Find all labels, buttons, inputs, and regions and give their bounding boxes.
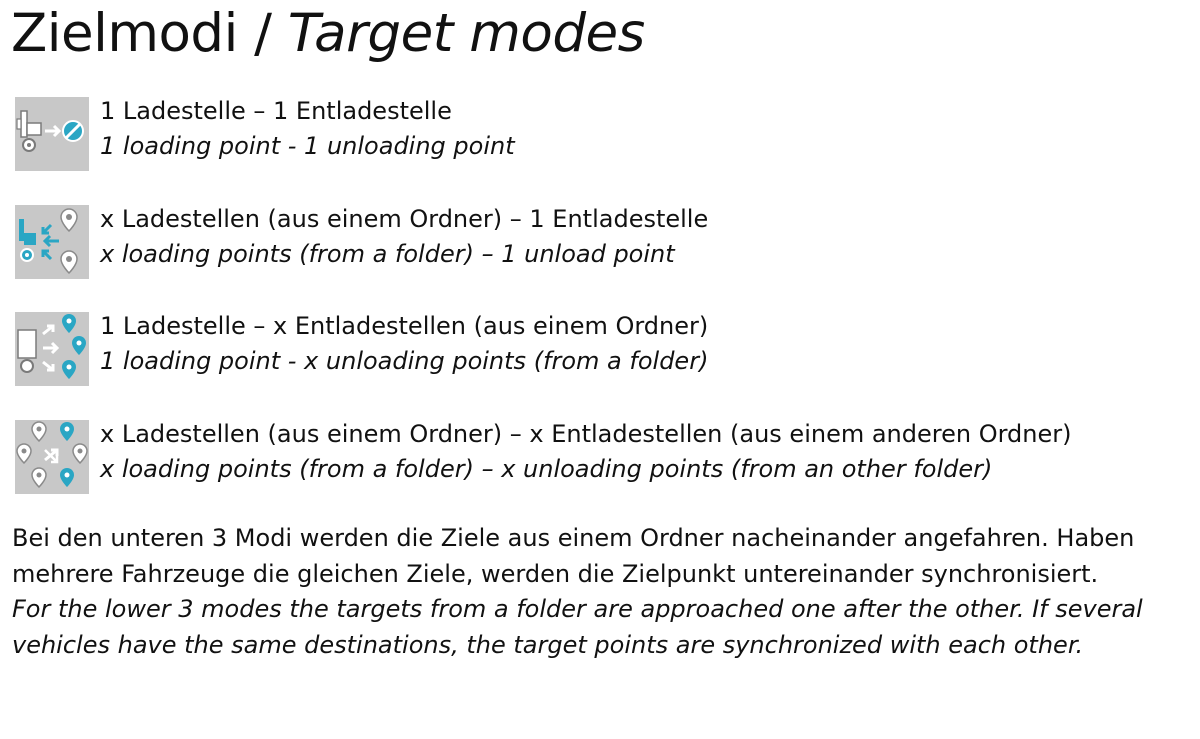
mode-item (15, 97, 1195, 175)
note-en: For the lower 3 modes the targets from a folder are approached one after the other. If several vehicles have the same destinations, the target points are synchronized with each other. (12, 595, 1143, 659)
single-load-multi-unload-icon (15, 312, 89, 386)
note-de: Bei den unteren 3 Modi werden die Ziele aus einem Ordner nacheinander angefahren. Haben mehrere Fahrzeuge die gleichen Ziele, werden die Zielpunkt untereinander synchronisiert. (12, 524, 1135, 588)
multi-load-multi-unload-icon (15, 420, 89, 494)
single-load-single-unload-icon (15, 97, 89, 171)
mode-label-en: 1 loading point - x unloading points (from a folder) (100, 347, 709, 375)
mode-label-de: 1 Ladestelle – x Entladestellen (aus einem Ordner) (100, 312, 709, 340)
mode-label-en: x loading points (from a folder) – 1 unload point (100, 240, 675, 268)
mode-label-en: 1 loading point - 1 unloading point (100, 132, 515, 160)
multi-load-single-unload-icon (15, 205, 89, 279)
mode-label-de: x Ladestellen (aus einem Ordner) – x Entladestellen (aus einem anderen Ordner) (100, 420, 1072, 448)
mode-item (15, 312, 1195, 390)
mode-label-de: x Ladestellen (aus einem Ordner) – 1 Entladestelle (100, 205, 709, 233)
note-block (12, 521, 1192, 663)
page-title-de: Zielmodi / (11, 3, 288, 64)
page-title-en: Target modes (287, 3, 645, 64)
mode-label-de: 1 Ladestelle – 1 Entladestelle (100, 97, 452, 125)
mode-item (15, 420, 1195, 498)
page-title (11, 0, 645, 74)
mode-item (15, 205, 1195, 283)
mode-label-en: x loading points (from a folder) – x unloading points (from an other folder) (100, 455, 993, 483)
